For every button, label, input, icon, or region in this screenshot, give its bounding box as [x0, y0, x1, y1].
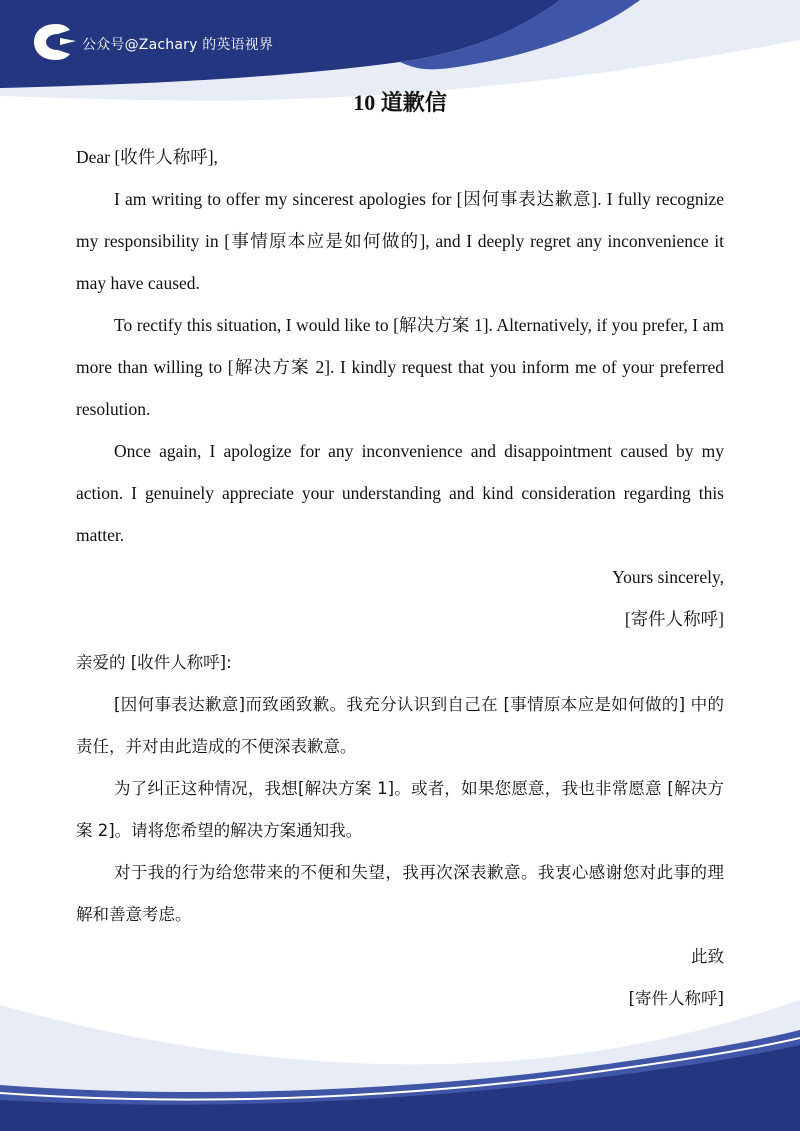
chinese-greeting: 亲爱的 [收件人称呼]:: [76, 653, 232, 672]
english-paragraph-1: I am writing to offer my sincerest apologies for [因何事表达歉意]. I fully recognize my responsibility in [事情原本应是如何做的], and I deeply regret any inconvenience it may have caused.: [76, 189, 724, 293]
chinese-paragraph-1: [因何事表达歉意]而致函致歉。我充分认识到自己在 [事情原本应是如何做的] 中的责任，并对由此造成的不便深表歉意。: [76, 695, 724, 756]
chinese-signature: [寄件人称呼]: [628, 989, 724, 1008]
chinese-paragraph-3: 对于我的行为给您带来的不便和失望，我再次深表歉意。我衷心感谢您对此事的理解和善意考虑。: [76, 863, 724, 924]
english-paragraph-2: To rectify this situation, I would like to [解决方案 1]. Alternatively, if you prefer, I am more than willing to [解决方案 2]. I kindly request that you inform me of your preferred resolution.: [76, 315, 724, 419]
english-closing: Yours sincerely,: [612, 567, 724, 587]
chinese-letter: [76, 642, 724, 1020]
header-account-name: 公众号@Zachary 的英语视界: [82, 37, 274, 53]
english-paragraph-3: Once again, I apologize for any inconvenience and disappointment caused by my action. I genuinely appreciate your understanding and kind consideration regarding this matter.: [76, 441, 724, 545]
chinese-paragraph-2: 为了纠正这种情况，我想[解决方案 1]。或者，如果您愿意，我也非常愿意 [解决方案 2]。请将您希望的解决方案通知我。: [76, 779, 724, 840]
english-signature: [寄件人称呼]: [624, 609, 724, 629]
letter-content: [76, 136, 724, 1020]
english-greeting: Dear [收件人称呼],: [76, 147, 218, 167]
chinese-closing: 此致: [691, 947, 724, 966]
page-title: 10 道歉信: [353, 90, 447, 115]
brand-logo-icon: [30, 20, 78, 64]
english-letter: [76, 136, 724, 640]
